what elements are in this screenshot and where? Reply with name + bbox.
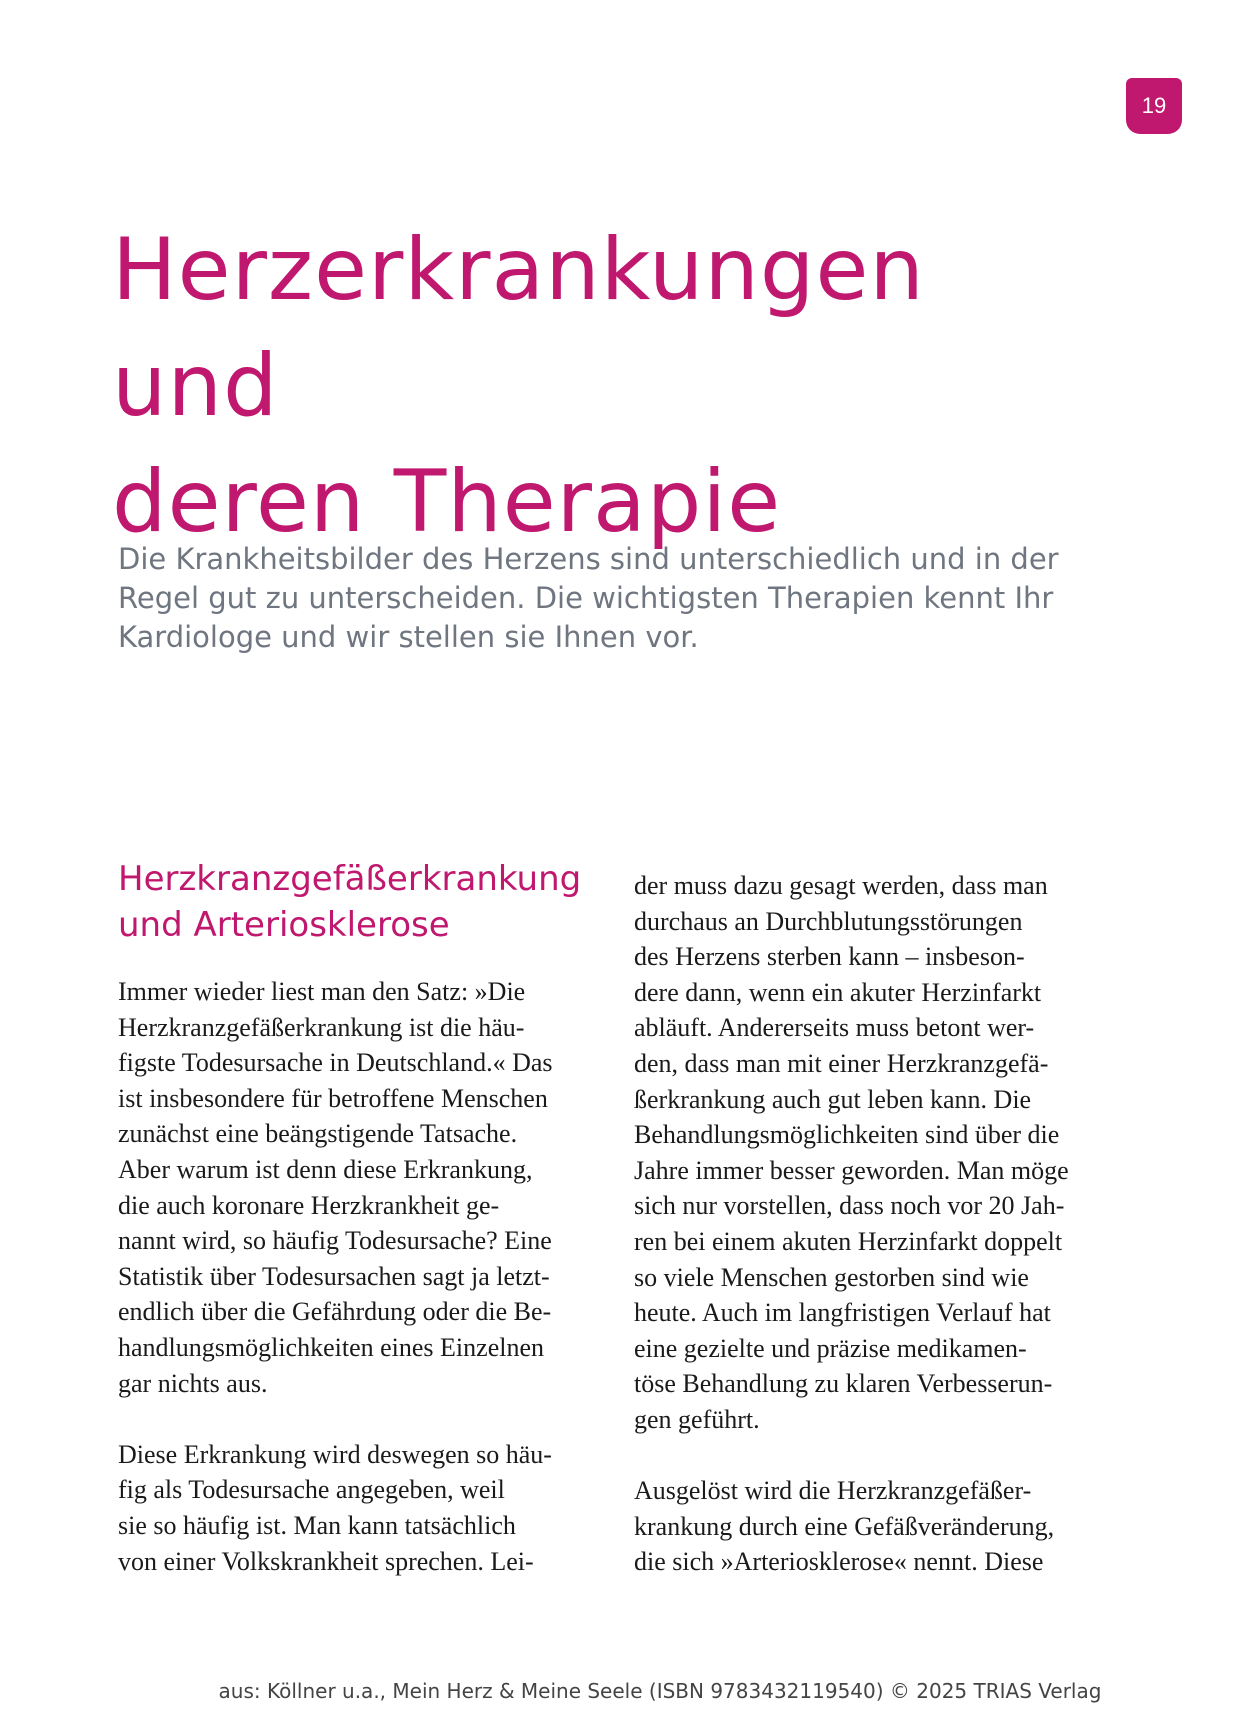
text-line: figste Todesursache in Deutschland.« Das — [118, 1048, 553, 1078]
intro-line: Regel gut zu unterscheiden. Die wichtigsten Therapien kennt Ihr — [118, 581, 1054, 615]
text-line: die auch koronare Herzkrankheit ge- — [118, 1190, 500, 1220]
text-line: abläuft. Andererseits muss betont wer- — [634, 1013, 1035, 1043]
text-line: gen geführt. — [634, 1404, 760, 1434]
text-line: Statistik über Todesursachen sagt ja letzt- — [118, 1261, 550, 1291]
text-line: sie so häufig ist. Man kann tatsächlich — [118, 1510, 516, 1540]
text-line: töse Behandlung zu klaren Verbesserun- — [634, 1369, 1053, 1399]
text-line: nannt wird, so häufig Todesursache? Eine — [118, 1226, 552, 1256]
text-line: eine gezielte und präzise medikamen- — [634, 1333, 1027, 1363]
chapter-title-line: deren Therapie — [112, 452, 782, 552]
text-line: Behandlungsmöglichkeiten sind über die — [634, 1120, 1060, 1150]
text-line: Aber warum ist denn diese Erkrankung, — [118, 1154, 533, 1184]
section-heading-line: Herzkranzgefäßerkrankung — [118, 859, 582, 899]
left-column — [118, 974, 638, 1579]
text-line: krankung durch eine Gefäßveränderung, — [634, 1511, 1055, 1541]
page-number-badge: 19 — [1126, 78, 1182, 134]
intro-line: Kardiologe und wir stellen sie Ihnen vor. — [118, 620, 699, 654]
intro-paragraph — [118, 540, 1078, 657]
text-line: Jahre immer besser geworden. Man möge — [634, 1155, 1069, 1185]
text-line: der muss dazu gesagt werden, dass man — [634, 871, 1048, 900]
text-line: heute. Auch im langfristigen Verlauf hat — [634, 1298, 1051, 1328]
text-line: gar nichts aus. — [118, 1368, 268, 1398]
source-footer: aus: Köllner u.a., Mein Herz & Meine Seele (ISBN 9783432119540) © 2025 TRIAS Verlag — [218, 1679, 1102, 1703]
text-line: von einer Volkskrankheit sprechen. Lei- — [118, 1546, 534, 1576]
right-paragraph-1 — [634, 868, 1134, 1438]
text-line: des Herzens sterben kann – insbeson- — [634, 942, 1025, 972]
left-paragraph-2 — [118, 1437, 638, 1579]
right-column — [634, 868, 1134, 1580]
text-line: endlich über die Gefährdung oder die Be- — [118, 1297, 552, 1327]
text-line: ist insbesondere für betroffene Menschen — [118, 1083, 548, 1113]
text-line: so viele Menschen gestorben sind wie — [634, 1262, 1029, 1292]
text-line: fig als Todesursache angegeben, weil — [118, 1475, 505, 1505]
text-line: Immer wieder liest man den Satz: »Die — [118, 977, 526, 1006]
right-paragraph-2 — [634, 1473, 1134, 1580]
text-line: die sich »Arteriosklerose« nennt. Diese — [634, 1547, 1044, 1577]
text-line: Diese Erkrankung wird deswegen so häu- — [118, 1439, 552, 1469]
section-heading-line: und Arteriosklerose — [118, 905, 450, 945]
left-paragraph-1 — [118, 974, 638, 1401]
section-heading — [118, 856, 638, 948]
text-line: Herzkranzgefäßerkrankung ist die häu- — [118, 1012, 525, 1042]
text-line: zunächst eine beängstigende Tatsache. — [118, 1119, 518, 1149]
text-line: den, dass man mit einer Herzkranzgefä- — [634, 1048, 1049, 1078]
text-line: dere dann, wenn ein akuter Herzinfarkt — [634, 977, 1042, 1007]
text-line: ren bei einem akuten Herzinfarkt doppelt — [634, 1226, 1063, 1256]
text-line: ßerkrankung auch gut leben kann. Die — [634, 1084, 1032, 1114]
chapter-title-line: Herzerkrankungen und — [112, 220, 925, 436]
text-line: sich nur vorstellen, dass noch vor 20 Jah- — [634, 1191, 1065, 1221]
text-line: Ausgelöst wird die Herzkranzgefäßer- — [634, 1476, 1032, 1506]
chapter-title — [112, 212, 1112, 560]
intro-line: Die Krankheitsbilder des Herzens sind unterschiedlich und in der — [118, 542, 1059, 576]
text-line: handlungsmöglichkeiten eines Einzelnen — [118, 1332, 544, 1362]
text-line: durchaus an Durchblutungsstörungen — [634, 906, 1023, 936]
